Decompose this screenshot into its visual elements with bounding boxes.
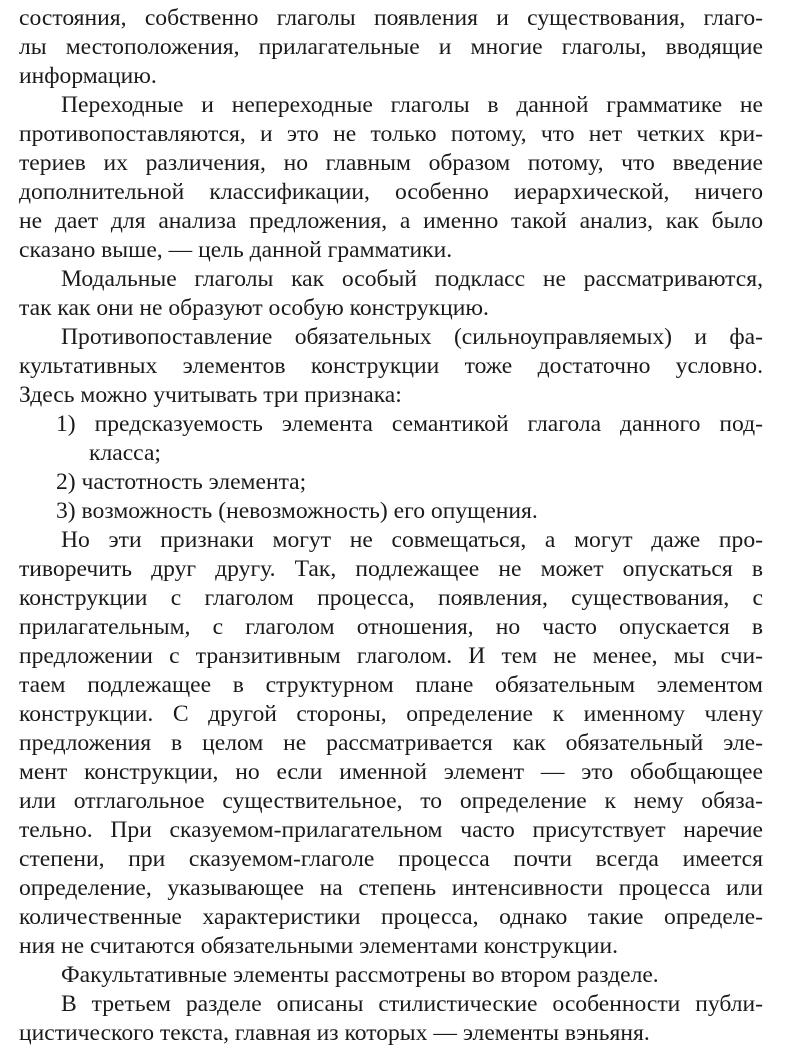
text-line: количественные характеристики процесса, однако такие определе- [19, 904, 763, 930]
text-line: тиворечить друг другу. Так, подлежащее не может опускаться в [19, 556, 763, 582]
text-line: конструкции с глаголом процесса, появления, существования, с [19, 585, 763, 611]
paragraph-first-line: Но эти признаки могут не совмещаться, а могут даже про- [61, 527, 763, 553]
text-line: противопоставляются, и это не только потому, что нет четких кри- [19, 121, 763, 147]
paragraph-first-line: Факультативные элементы рассмотрены во втором разделе. [61, 962, 659, 988]
text-line: териев их различения, но главным образом потому, что введение [19, 150, 763, 176]
text-line: лы местоположения, прилагательные и многие глаголы, вводящие [19, 34, 763, 60]
list-item: 2) частотность элемента; [56, 469, 307, 495]
text-line: так как они не образуют особую конструкцию. [19, 295, 489, 321]
list-item: 1) предсказуемость элемента семантикой глагола данного под- [56, 411, 763, 437]
text-line: ния не считаются обязательными элементами конструкции. [19, 933, 618, 959]
list-item: 3) возможность (невозможность) его опущения. [56, 498, 538, 524]
text-line: прилагательным, с глаголом отношения, но часто опускается в [19, 614, 763, 640]
text-line: конструкции. С другой стороны, определение к именному члену [19, 701, 763, 727]
paragraph-first-line: Переходные и непереходные глаголы в данной грамматике не [61, 92, 763, 118]
text-line: культативных элементов конструкции тоже достаточно условно. [19, 353, 763, 379]
text-line: таем подлежащее в структурном плане обязательным элементом [19, 672, 763, 698]
text-line: степени, при сказуемом-глаголе процесса почти всегда имеется [19, 846, 763, 872]
text-line: цистического текста, главная из которых — элементы вэньяня. [19, 1020, 650, 1046]
text-line: дополнительной классификации, особенно иерархической, ничего [19, 179, 763, 205]
paragraph-first-line: Модальные глаголы как особый подкласс не рассматриваются, [61, 266, 763, 292]
text-line: предложения в целом не рассматривается как обязательный эле- [19, 730, 763, 756]
text-line: определение, указывающее на степень интенсивности процесса или [19, 875, 763, 901]
text-line: тельно. При сказуемом-прилагательном часто присутствует наречие [19, 817, 763, 843]
text-line: предложении с транзитивным глаголом. И тем не менее, мы счи- [19, 643, 763, 669]
text-line: или отглагольное существительное, то определение к нему обяза- [19, 788, 763, 814]
paragraph-first-line: В третьем разделе описаны стилистические особенности публи- [61, 991, 763, 1017]
text-line: не дает для анализа предложения, а именно такой анализ, как было [19, 208, 763, 234]
text-line: состояния, собственно глаголы появления и существования, глаго- [19, 5, 763, 31]
text-line: сказано выше, — цель данной грамматики. [19, 237, 453, 263]
text-line: Здесь можно учитывать три признака: [19, 382, 402, 408]
list-item-continuation: класса; [89, 440, 161, 466]
paragraph-first-line: Противопоставление обязательных (сильноуправляемых) и фа- [61, 324, 763, 350]
text-line: информацию. [19, 63, 157, 89]
text-line: мент конструкции, но если именной элемент — это обобщающее [19, 759, 763, 785]
